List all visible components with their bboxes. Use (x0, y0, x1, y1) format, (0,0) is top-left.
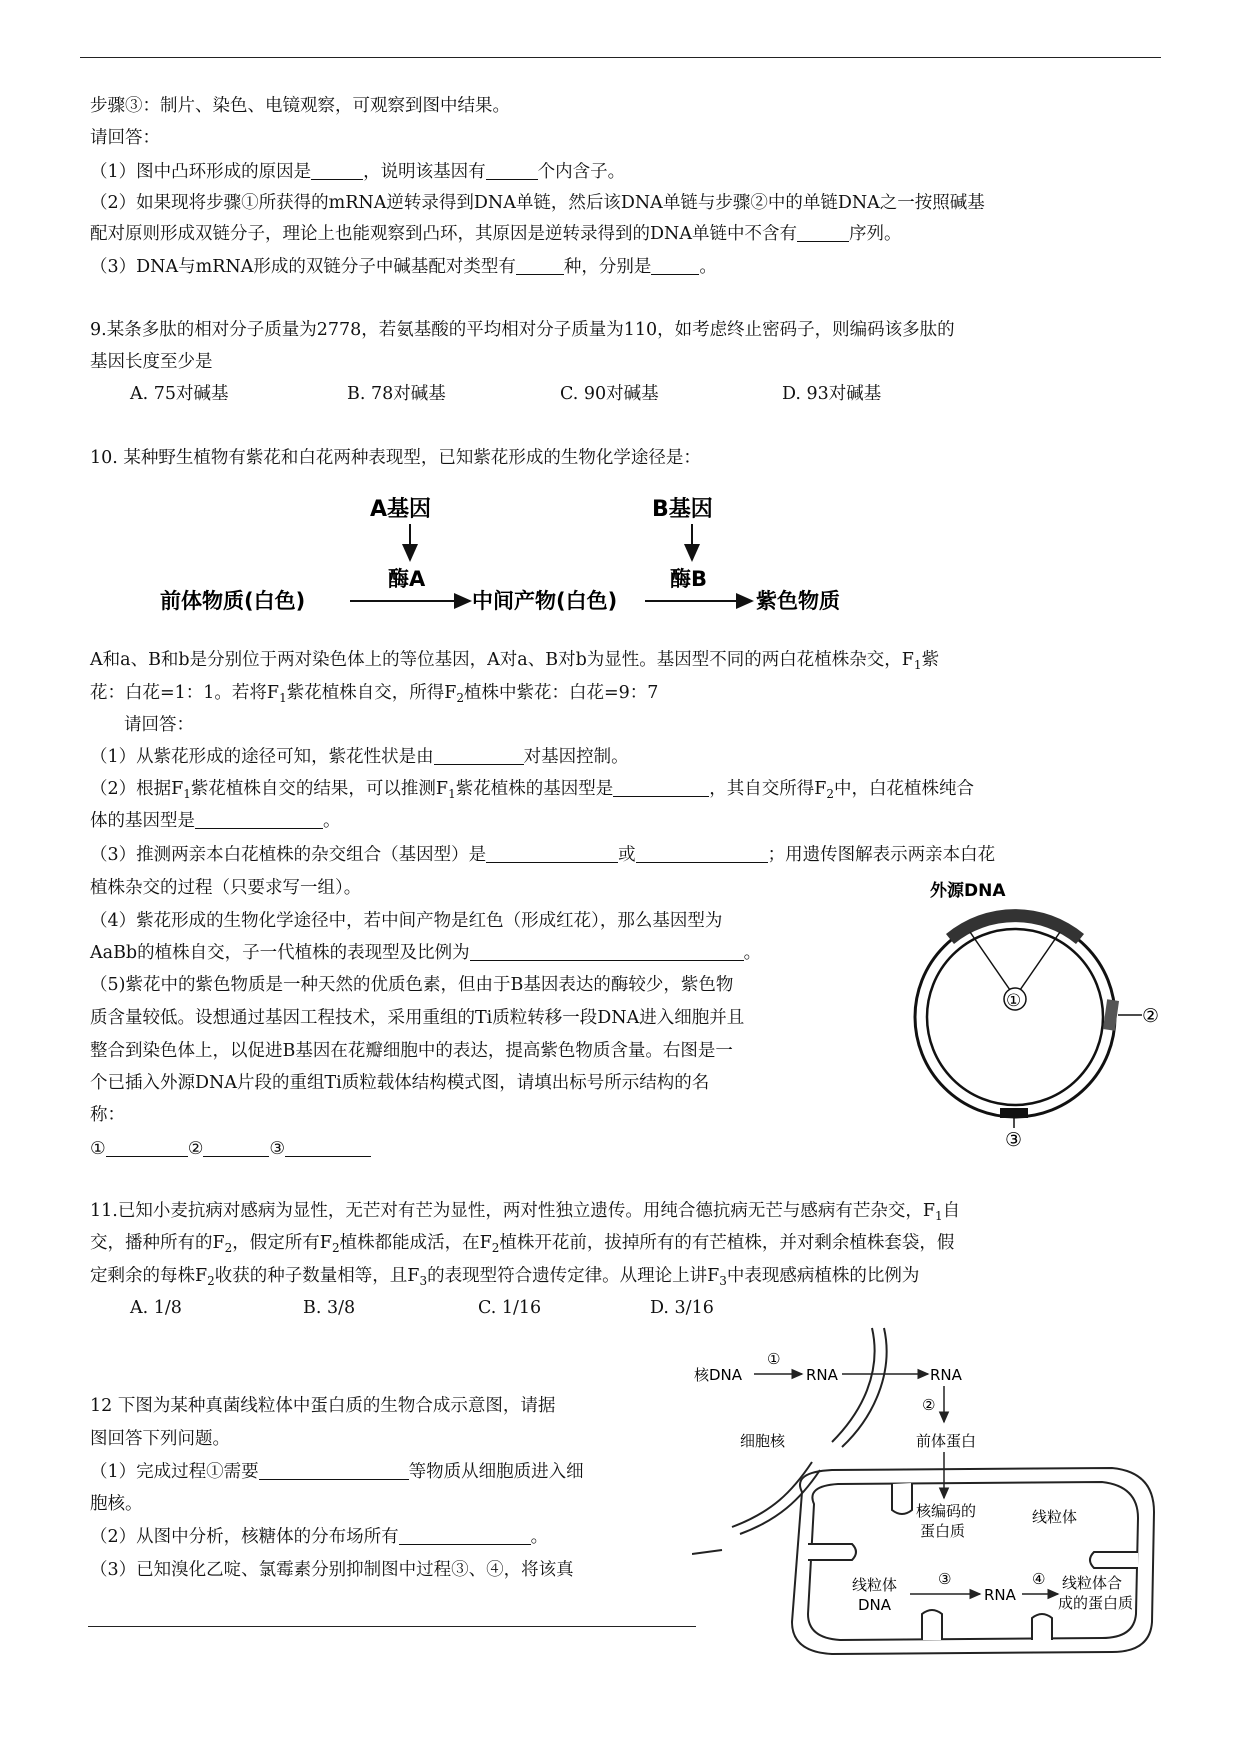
answer-blank[interactable] (470, 942, 744, 961)
q11-option-b[interactable]: B. 3/8 (303, 1298, 356, 1318)
subscript: 2 (207, 1274, 215, 1288)
plasmid-marker-3: ③ (1005, 1129, 1023, 1151)
subscript: 2 (224, 1241, 233, 1255)
q11-s2c: 植株都能成活，在F (339, 1233, 492, 1253)
q11-s2d: 植株开花前，拔掉所有的有芒植株，并对剩余植株套袋，假 (499, 1233, 955, 1253)
q8-p2b: 配对原则形成双链分子，理论上也能观察到凸环，其原因是逆转录得到的DNA单链中不含有 (90, 224, 797, 244)
q10-desc1: A和a、B和b是分别位于两对染色体上的等位基因，A对a、B对b为显性。基因型不同的两白花植株杂交，F (90, 650, 914, 670)
subscript: 1 (934, 1209, 943, 1223)
answer-blank[interactable] (434, 746, 524, 765)
q10-desc2a: 花：白花=1：1。若将F (90, 683, 280, 703)
q8-part2-line1: （2）如果现将步骤①所获得的mRNA逆转录得到DNA单链，然后该DNA单链与步骤②中的单链DNA之一按照碱基 (90, 193, 985, 213)
mito-protein-label-1: 线粒体合 (1062, 1574, 1123, 1592)
q9-stem-line2: 基因长度至少是 (90, 352, 213, 372)
enzyme-b-label: 酶B (670, 567, 708, 591)
q9-option-d[interactable]: D. 93对碱基 (782, 384, 882, 404)
subscript: 2 (331, 1241, 340, 1255)
q10-part3-line2: 植株杂交的过程（只要求写一组）。 (90, 878, 362, 898)
q11-stem-line3 (90, 1264, 919, 1293)
mitochondria-diagram (692, 1322, 1172, 1662)
q11-stem-line2 (90, 1231, 954, 1260)
answer-blank[interactable] (106, 1138, 188, 1157)
q11-option-d[interactable]: D. 3/16 (650, 1298, 714, 1318)
q10-part4-line1: （4）紫花形成的生物化学途径中，若中间产物是红色（形成红花），那么基因型为 (90, 911, 723, 931)
label-1: ① (90, 1139, 106, 1159)
q10-p2c: 紫花植株的基因型是 (455, 779, 614, 799)
q8-p3c: 。 (699, 257, 717, 277)
subscript: 1 (279, 691, 287, 705)
q12-stem-line1: 12 下图为某种真菌线粒体中蛋白质的生物合成示意图，请据 (90, 1396, 556, 1416)
q10-p2f: 体的基因型是 (90, 811, 195, 831)
answer-blank[interactable] (486, 161, 538, 180)
q10-part5-line5: 称： (90, 1105, 125, 1125)
q10-part2-line1 (90, 777, 974, 806)
q8-p1b: ，说明该基因有 (363, 162, 486, 182)
precursor-protein-label: 前体蛋白 (916, 1432, 977, 1450)
footer-rule (88, 1626, 696, 1627)
q8-prompt: 请回答： (90, 128, 160, 148)
label-2: ② (187, 1139, 204, 1159)
q10-part5-answers (90, 1137, 371, 1161)
q10-part1 (90, 745, 629, 769)
answer-blank[interactable] (399, 1526, 531, 1545)
q8-p3b: 种，分别是 (563, 257, 652, 277)
q10-desc2b: 紫花植株自交，所得F (286, 683, 457, 703)
q8-p1c: 个内含子。 (537, 162, 626, 182)
nuclear-protein-label-2: 蛋白质 (920, 1522, 966, 1540)
q12-p2b: 。 (530, 1527, 549, 1547)
q11-s3a: 定剩余的每株F (90, 1266, 208, 1286)
q11-option-a[interactable]: A. 1/8 (130, 1298, 182, 1318)
q8-part1 (90, 160, 625, 184)
q10-p2a: （2）根据F (90, 779, 184, 799)
process-2-label: ② (922, 1396, 936, 1414)
q10-part5-line1: （5)紫花中的紫色物质是一种天然的优质色素，但由于B基因表达的酶较少，紫色物 (90, 975, 734, 995)
q8-part3 (90, 255, 717, 279)
answer-blank[interactable] (651, 256, 699, 275)
answer-blank[interactable] (636, 844, 768, 863)
answer-blank[interactable] (613, 778, 709, 797)
nucleus-label: 细胞核 (740, 1432, 786, 1450)
nuclear-dna-label: 核DNA (694, 1366, 743, 1384)
rna-2-label: RNA (930, 1366, 962, 1384)
q10-part5-line2: 质含量较低。设想通过基因工程技术，采用重组的Ti质粒转移一段DNA进入细胞并且 (90, 1008, 745, 1028)
process-3-label: ③ (938, 1570, 952, 1588)
header-rule (80, 57, 1161, 58)
q10-desc-line1 (90, 648, 939, 677)
q9-option-b[interactable]: B. 78对碱基 (347, 384, 446, 404)
q10-p3b: 或 (618, 845, 636, 865)
subscript: 1 (183, 787, 191, 801)
q9-option-c[interactable]: C. 90对碱基 (560, 384, 659, 404)
q9-stem-line1: 9.某条多肽的相对分子质量为2778，若氨基酸的平均相对分子质量为110，如考虑终止密码子，则编码该多肽的 (90, 320, 955, 340)
q10-p1a: （1）从紫花形成的途径可知，紫花性状是由 (90, 747, 434, 767)
answer-blank[interactable] (311, 161, 363, 180)
q10-p3a: （3）推测两亲本白花植株的杂交组合（基因型）是 (90, 845, 487, 865)
enzyme-a-label: 酶A (388, 567, 426, 591)
q9-option-a[interactable]: A. 75对碱基 (130, 384, 229, 404)
subscript: 1 (913, 658, 922, 672)
mito-dna-label-1: 线粒体 (852, 1576, 898, 1594)
q10-p2b: 紫花植株自交的结果，可以推测F (190, 779, 449, 799)
subscript: 2 (826, 787, 835, 801)
q10-p3c: ；用遗传图解表示两亲本白花 (767, 845, 996, 865)
plasmid-marker-1: ① (1006, 991, 1022, 1011)
q11-s3d: 中表现感病植株的比例为 (726, 1266, 920, 1286)
product-label: 紫色物质 (756, 589, 840, 613)
plasmid-marker-2: ② (1142, 1005, 1160, 1027)
q11-stem-line1 (90, 1199, 960, 1228)
q10-p2g: 。 (323, 811, 341, 831)
q8-part2-line2 (90, 222, 901, 246)
q10-part3-line1 (90, 843, 995, 867)
q8-p1a: （1）图中凸环形成的原因是 (90, 162, 312, 182)
q8-p3a: （3）DNA与mRNA形成的双链分子中碱基配对类型有 (90, 257, 516, 277)
subscript: 3 (419, 1274, 428, 1288)
q10-stem: 10. 某种野生植物有紫花和白花两种表现型，已知紫花形成的生物化学途径是： (90, 448, 701, 468)
rna-3-label: RNA (984, 1586, 1016, 1604)
q11-s3c: 的表现型符合遗传定律。从理论上讲F (427, 1266, 720, 1286)
q11-s2b: ，假定所有F (232, 1233, 332, 1253)
q11-s3b: 收获的种子数量相等，且F (214, 1266, 420, 1286)
q8-p2c: 序列。 (848, 224, 902, 244)
foreign-dna-label: 外源DNA (930, 881, 1006, 901)
q10-part5-line4: 个已插入外源DNA片段的重组Ti质粒载体结构模式图，请填出标号所示结构的名 (90, 1073, 710, 1093)
q12-part2 (90, 1525, 548, 1549)
mito-protein-label-2: 成的蛋白质 (1058, 1594, 1134, 1612)
gene-a-label: A基因 (370, 497, 432, 522)
label-3: ③ (269, 1139, 286, 1159)
q10-p1b: 对基因控制。 (523, 747, 629, 767)
answer-blank[interactable] (195, 810, 323, 829)
q10-p2d: ，其自交所得F (709, 779, 827, 799)
answer-blank[interactable] (203, 1138, 269, 1157)
q12-part1-line1 (90, 1460, 584, 1484)
q12-stem-line2: 图回答下列问题。 (90, 1429, 230, 1449)
q10-prompt: 请回答： (124, 715, 194, 735)
q10-p4b: AaBb的植株自交，子一代植株的表现型及比例为 (90, 943, 470, 963)
q11-option-c[interactable]: C. 1/16 (478, 1298, 542, 1318)
answer-blank[interactable] (259, 1461, 409, 1480)
mitochondrion-label: 线粒体 (1032, 1508, 1078, 1526)
q10-p4c: 。 (743, 943, 762, 963)
answer-blank[interactable] (516, 256, 564, 275)
subscript: 3 (719, 1274, 727, 1288)
q12-part3: （3）已知溴化乙啶、氯霉素分别抑制图中过程③、④，将该真 (90, 1560, 574, 1580)
gene-b-label: B基因 (652, 497, 713, 522)
subscript: 1 (448, 787, 456, 801)
q10-desc-line2 (90, 681, 658, 710)
q8-step3: 步骤③：制片、染色、电镜观察，可观察到图中结果。 (90, 96, 510, 116)
answer-blank[interactable] (285, 1138, 371, 1157)
answer-blank[interactable] (797, 223, 849, 242)
q11-s2a: 交，播种所有的F (90, 1233, 225, 1253)
plasmid-diagram (910, 872, 1170, 1152)
q11-s1a: 11.已知小麦抗病对感病为显性，无芒对有芒为显性，两对性独立遗传。用纯合德抗病无芒与感病有芒杂交，F (90, 1201, 935, 1221)
q10-part5-line3: 整合到染色体上，以促进B基因在花瓣细胞中的表达，提高紫色物质含量。右图是一 (90, 1041, 733, 1061)
rna-1-label: RNA (806, 1366, 838, 1384)
q10-part4-line2 (90, 941, 761, 965)
q12-part1-line2: 胞核。 (90, 1494, 143, 1514)
q10-desc2c: 植株中紫花：白花=9：7 (464, 683, 659, 703)
q10-pathway-diagram (160, 490, 880, 620)
precursor-label: 前体物质(白色) (160, 589, 306, 613)
process-4-label: ④ (1032, 1570, 1046, 1588)
nuclear-protein-label-1: 核编码的 (916, 1502, 977, 1520)
q10-p2e: 中，白花植株纯合 (834, 779, 975, 799)
mito-dna-label-2: DNA (858, 1596, 892, 1614)
q10-desc1-end: 紫 (921, 650, 940, 670)
q10-part2-line2 (90, 809, 341, 833)
subscript: 2 (491, 1241, 500, 1255)
q12-p1a: （1）完成过程①需要 (90, 1462, 259, 1482)
subscript: 2 (456, 691, 465, 705)
q12-p2a: （2）从图中分析，核糖体的分布场所有 (90, 1527, 399, 1547)
q11-s1b: 自 (942, 1201, 961, 1221)
answer-blank[interactable] (486, 844, 618, 863)
q12-p1b: 等物质从细胞质进入细 (408, 1462, 584, 1482)
process-1-label: ① (767, 1350, 781, 1368)
intermediate-label: 中间产物(白色) (472, 589, 618, 613)
